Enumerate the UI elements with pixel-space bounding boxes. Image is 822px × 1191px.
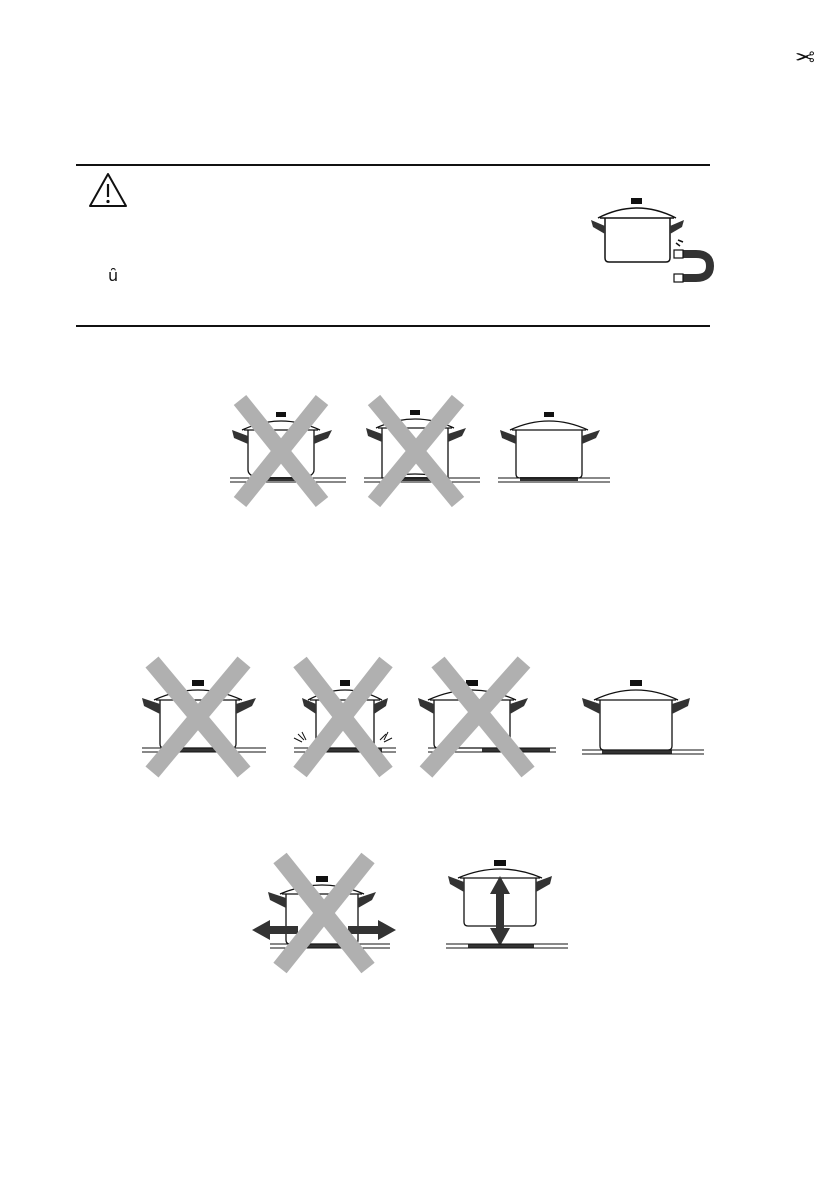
warning-box-top-rule — [76, 164, 710, 166]
arrow-up-down-icon — [490, 876, 510, 946]
arrow-left-icon — [252, 920, 298, 940]
cross-mark-icon — [426, 662, 528, 772]
cross-mark-icon — [300, 662, 386, 772]
pot-lifted-correct — [442, 858, 572, 958]
pot-flat-bottom-correct — [494, 406, 614, 490]
pot-convex-bottom-wrong — [228, 398, 348, 506]
arrow-right-icon — [348, 920, 396, 940]
pot-zone-too-large-wrong — [138, 660, 268, 776]
pot-off-centre-wrong — [418, 660, 558, 776]
pot-sliding-wrong — [250, 856, 400, 970]
pot-too-small-wrong — [290, 660, 400, 776]
pot-correct-size — [578, 676, 708, 760]
warning-triangle-icon — [88, 172, 128, 208]
pot-concave-bottom-wrong — [362, 398, 482, 506]
warning-box-bottom-rule — [76, 325, 710, 327]
cross-mark-icon — [374, 400, 458, 502]
cross-mark-icon — [280, 858, 368, 968]
magnet-icon — [674, 240, 710, 282]
cross-mark-icon — [152, 662, 244, 772]
pot-with-magnet-icon — [588, 196, 718, 288]
scissors-cut-mark: ✂ — [792, 42, 819, 70]
induction-symbol-glyph: ȗ — [108, 266, 119, 285]
heat-lines-icon — [294, 732, 392, 742]
